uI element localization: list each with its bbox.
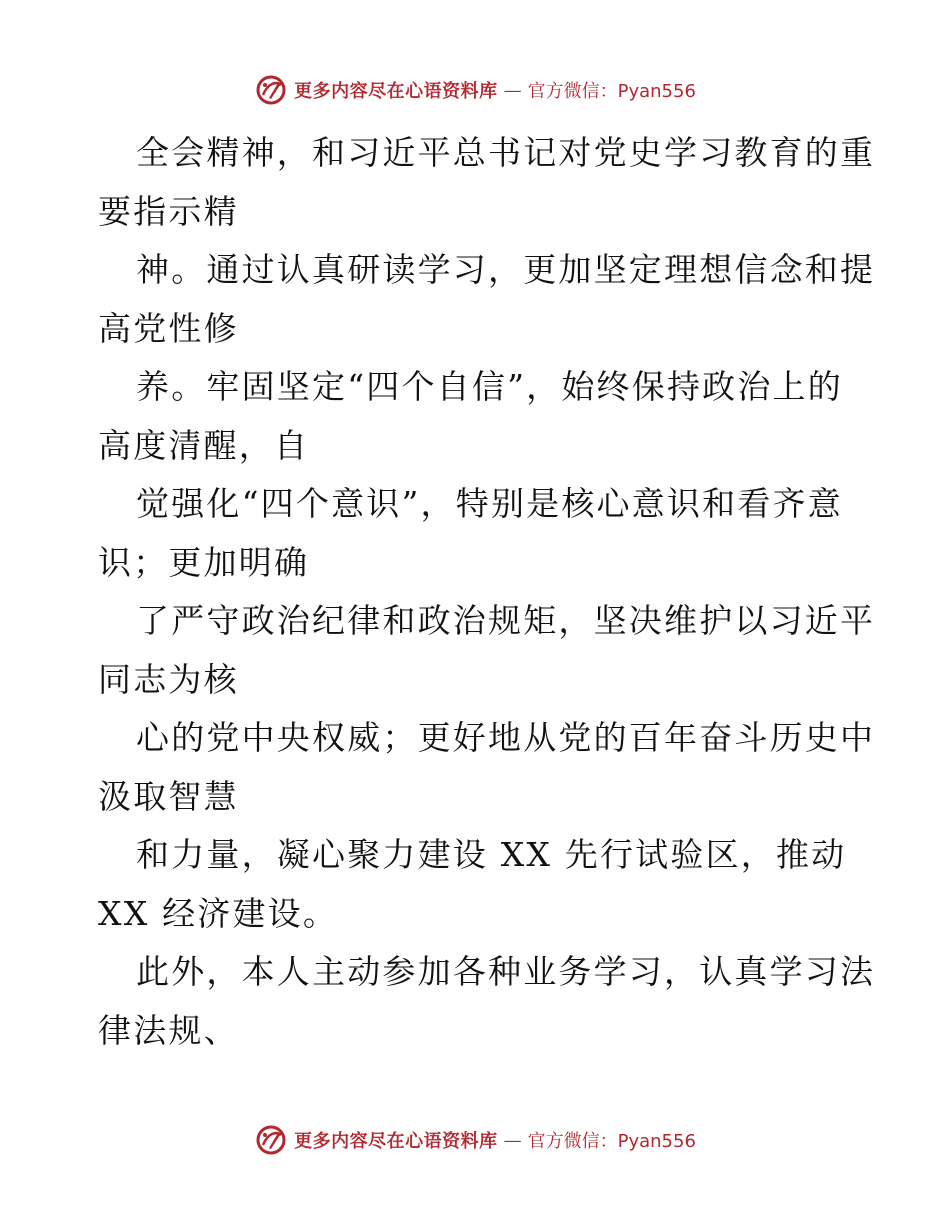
body-line-9: 了严守政治纪律和政治规矩，坚决维护以习近平: [136, 601, 876, 640]
footer-banner-wechat: 官方微信：Pyan556: [527, 1131, 696, 1152]
body-line-13: 和力量，凝心聚力建设 XX 先行试验区，推动: [136, 835, 847, 874]
document-body: [98, 124, 876, 1060]
body-line-12: 汲取智慧: [98, 776, 239, 816]
body-line-10: 同志为核: [98, 659, 239, 699]
header-banner-text: 更多内容尽在心语资料库: [294, 81, 498, 102]
body-line-6: 高度清醒，自: [98, 425, 310, 465]
footer-banner-text: 更多内容尽在心语资料库: [294, 1131, 498, 1152]
header-banner-wechat: 官方微信：Pyan556: [527, 81, 696, 102]
body-line-15: 此外，本人主动参加各种业务学习，认真学习法: [136, 952, 876, 991]
body-line-4: 高党性修: [98, 308, 239, 348]
body-line-5: 养。牢固坚定“四个自信”，始终保持政治上的: [136, 367, 843, 406]
body-line-14: XX 经济建设。: [98, 893, 339, 933]
body-line-8: 识；更加明确: [98, 542, 310, 582]
body-line-1: 全会精神，和习近平总书记对党史学习教育的重: [136, 133, 876, 172]
footer-banner: [0, 1120, 950, 1160]
body-line-2: 要指示精: [98, 191, 239, 231]
footer-banner-separator: —: [503, 1129, 522, 1151]
header-banner-separator: —: [503, 79, 522, 101]
body-line-7: 觉强化“四个意识”，特别是核心意识和看齐意: [136, 484, 843, 523]
pen-swirl-logo-icon: [254, 1123, 288, 1157]
pen-swirl-logo-icon: [254, 73, 288, 107]
header-banner: [0, 70, 950, 110]
body-line-11: 心的党中央权威；更好地从党的百年奋斗历史中: [136, 718, 876, 757]
body-line-3: 神。通过认真研读学习，更加坚定理想信念和提: [136, 250, 876, 289]
body-line-16: 律法规、: [98, 1010, 239, 1050]
